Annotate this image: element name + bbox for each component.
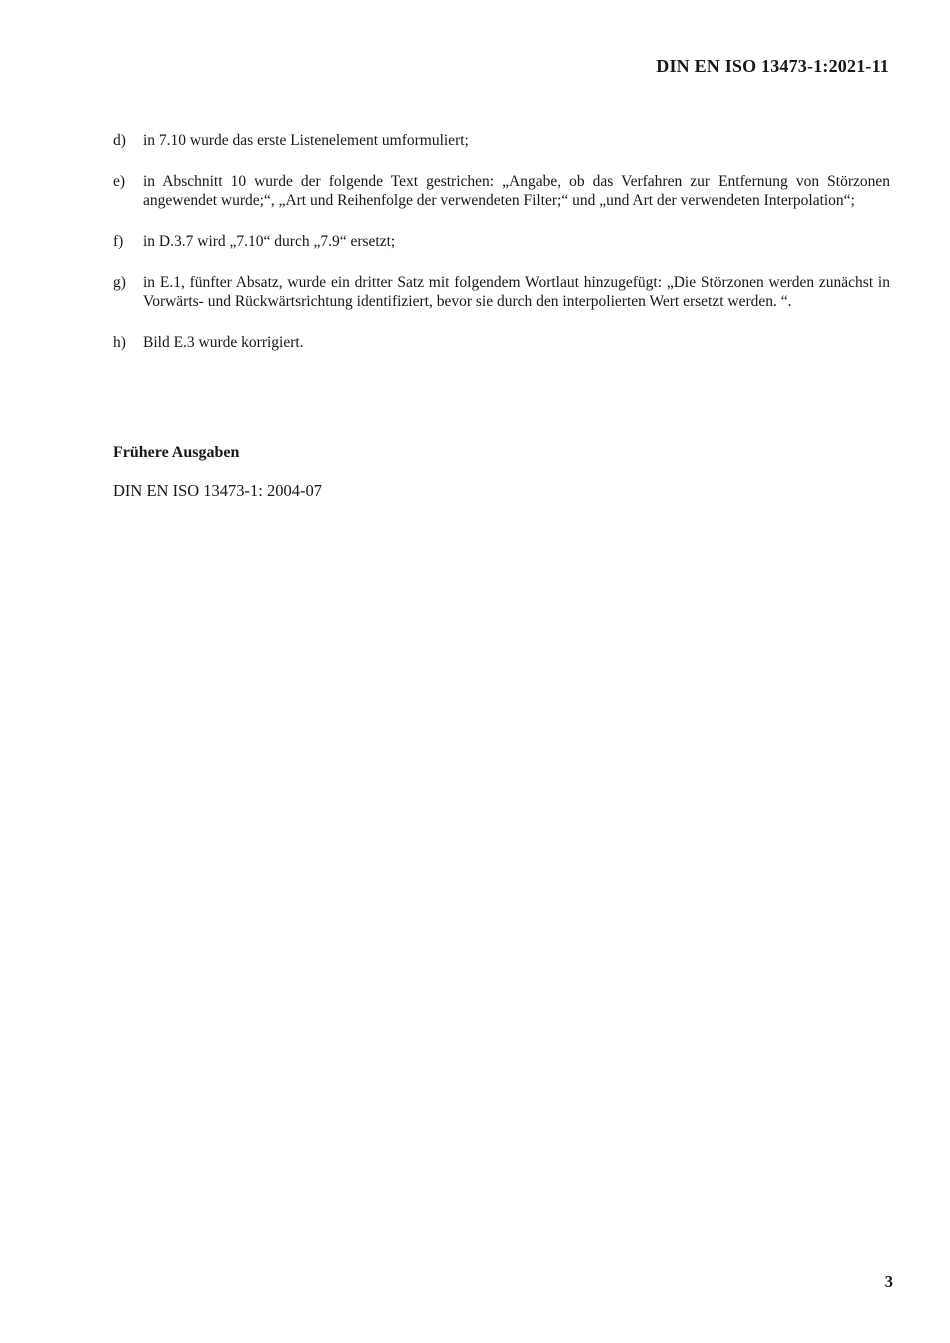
- list-text: in D.3.7 wird „7.10“ durch „7.9“ ersetzt;: [143, 233, 396, 250]
- list-text: in 7.10 wurde das erste Listenelement umformuliert;: [143, 132, 469, 149]
- list-marker: g): [113, 274, 126, 291]
- list-marker: e): [113, 173, 126, 190]
- page-number: 3: [884, 1272, 893, 1291]
- list-item-d: [113, 131, 890, 150]
- list-marker: f): [113, 233, 124, 250]
- document-header: DIN EN ISO 13473-1:2021-11: [656, 56, 889, 76]
- list-text: Bild E.3 wurde korrigiert.: [143, 334, 304, 351]
- change-list: [113, 131, 890, 374]
- list-marker: h): [113, 334, 126, 351]
- list-text: in E.1, fünfter Absatz, wurde ein dritter Satz mit folgendem Wortlaut hinzugefügt: „Die Störzonen werden zunächst in Vorwärts- und Rückwärtsrichtung identifiziert, bevor sie durch den interpolierten Wert ersetzt werden. “.: [143, 274, 890, 310]
- list-item-g: [113, 273, 890, 311]
- list-item-f: [113, 232, 890, 251]
- list-item-e: [113, 172, 890, 210]
- previous-edition-entry: DIN EN ISO 13473-1: 2004-07: [113, 481, 322, 500]
- list-item-h: [113, 333, 890, 352]
- list-marker: d): [113, 132, 126, 149]
- list-text: in Abschnitt 10 wurde der folgende Text gestrichen: „Angabe, ob das Verfahren zur Entfernung von Störzonen angewendet wurde;“, „Art und Reihenfolge der verwendeten Filter;“ und „und Art der verwendeten Interpolation“;: [143, 173, 890, 209]
- previous-editions-heading: Frühere Ausgaben: [113, 444, 240, 461]
